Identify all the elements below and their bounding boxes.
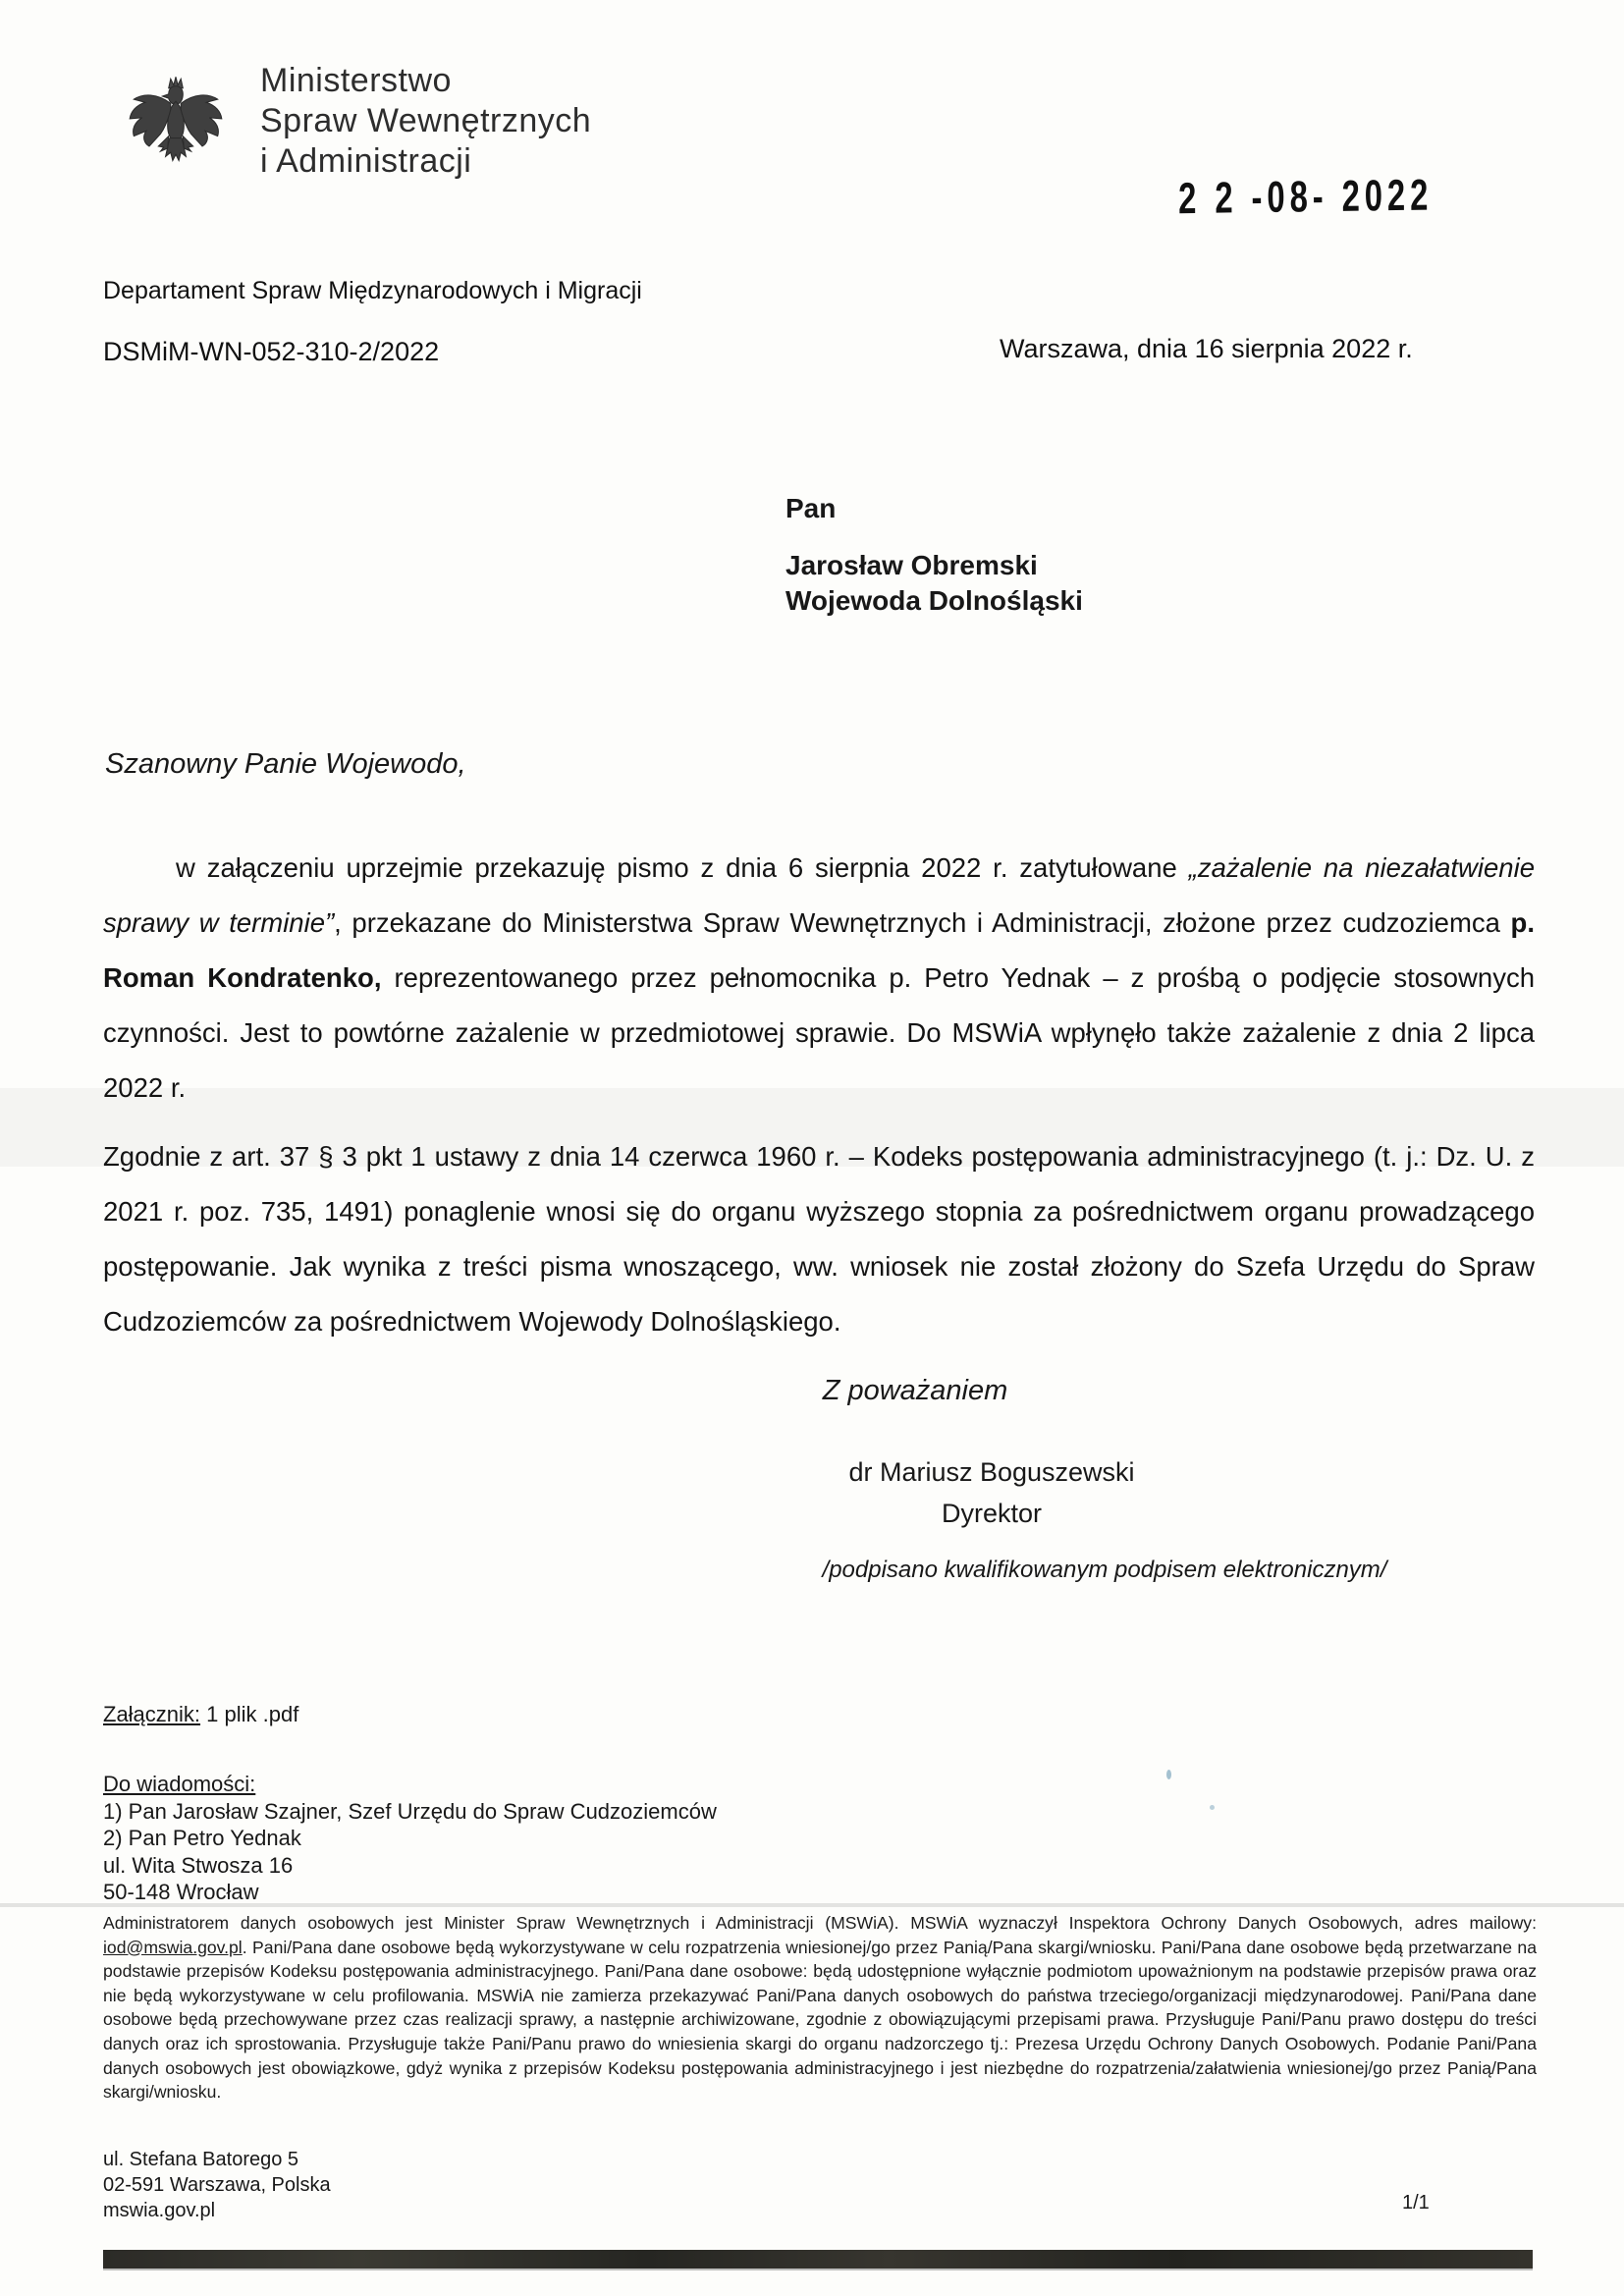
footer-address-line: mswia.gov.pl xyxy=(103,2200,216,2221)
scan-speck xyxy=(1210,1805,1215,1810)
paragraph-1-start: w załączeniu uprzejmie przekazuję pismo z dnia 6 sierpnia 2022 r. zatytułowane xyxy=(176,852,1189,883)
letter-body xyxy=(103,841,1535,1349)
addressee-name: Jarosław Obremski xyxy=(785,550,1038,580)
date-received-stamp: 2 2 -08- 2022 xyxy=(1178,171,1434,224)
addressee-title: Wojewoda Dolnośląski xyxy=(785,585,1083,616)
footer-address-line: 02-591 Warszawa, Polska xyxy=(103,2174,331,2196)
privacy-text-after-email: . Pani/Pana dane osobowe będą wykorzystywane w celu rozpatrzenia wniesionej/go przez Panią/Pana skargi/wniosku. Pani/Pana dane osobowe będą przetwarzane na podstawie przepisów Kodeksu postępowania administracyjnego. Pani/Pana dane osobowe: będą udostępnione wyłącznie podmiotom upoważnionym na podstawie przepisów prawa oraz nie będą wykorzystywane w celu profilowania. MSWiA nie zamierza przekazywać Pani/Pana danych osobowych do państwa trzeciego/organizacji międzynarodowej. Pani/Pana dane osobowe będą przechowywane przez czas realizacji sprawy, a następnie archiwizowane, zgodnie z obowiązującymi przepisami prawa. Przysługuje Pani/Panu prawo dostępu do treści danych oraz ich sprostowania. Przysługuje także Pani/Panu prawo do wniesienia skargi do organu nadzorczego tj.: Prezesa Urzędu Ochrony Danych Osobowych. Podanie Pani/Pana danych osobowych jest obowiązkowe, gdyż wynika z przepisów Kodeksu postępowania administracyjnego i jest niezbędne do rozpatrzenia/załatwienia wniesionej/go przez Panią/Pana skargi/wniosku. xyxy=(103,1937,1537,2103)
cc-line: 1) Pan Jarosław Szajner, Szef Urzędu do Spraw Cudzoziemców xyxy=(103,1798,717,1824)
scan-bottom-bar xyxy=(103,2250,1533,2269)
closing-phrase: Z poważaniem xyxy=(822,1375,1008,1406)
foreigner-name: p. Roman Kondratenko, xyxy=(103,907,1535,993)
signer-name: dr Mariusz Boguszewski xyxy=(848,1457,1135,1487)
quoted-complaint-title: „zażalenie na niezałatwienie sprawy w terminie” xyxy=(103,852,1536,938)
attachment-label: Załącznik: xyxy=(103,1702,201,1726)
cc-line: 50-148 Wrocław xyxy=(103,1880,259,1904)
electronic-signature-note: /podpisano kwalifikowanym podpisem elektronicznym/ xyxy=(822,1557,1387,1583)
footer-address-line: ul. Stefana Batorego 5 xyxy=(103,2149,299,2170)
paragraph-1 xyxy=(103,841,1535,1116)
footer-address xyxy=(103,2147,331,2223)
department-name: Departament Spraw Międzynarodowych i Migracji xyxy=(103,277,642,304)
privacy-text-before-email: Administratorem danych osobowych jest Minister Spraw Wewnętrznych i Administracji (MSWiA). MSWiA wyznaczył Inspektora Ochrony Danych Osobowych, adres mailowy: xyxy=(103,1913,1537,1933)
ministry-name xyxy=(260,61,591,182)
cc-block xyxy=(103,1771,717,1906)
ministry-name-line: Spraw Wewnętrznych xyxy=(260,102,592,139)
paragraph-1-mid: , przekazane do Ministerstwa Spraw Wewnętrznych i Administracji, złożone przez cudzoziemca xyxy=(334,907,1511,938)
cc-label: Do wiadomości: xyxy=(103,1772,256,1796)
signer-block xyxy=(746,1451,1237,1534)
ministry-name-line: Ministerstwo xyxy=(260,62,452,99)
greeting-line: Szanowny Panie Wojewodo, xyxy=(105,748,466,780)
privacy-contact-email: iod@mswia.gov.pl xyxy=(103,1937,243,1957)
attachment-line xyxy=(103,1702,298,1727)
cc-line: 2) Pan Petro Yednak xyxy=(103,1826,301,1850)
scan-speck xyxy=(1166,1770,1171,1779)
place-and-date: Warszawa, dnia 16 sierpnia 2022 r. xyxy=(1000,334,1413,363)
paragraph-1-rest: reprezentowanego przez pełnomocnika p. Petro Yednak – z prośbą o podjęcie stosownych czynności. Jest to powtórne zażalenie w przedmiotowej sprawie. Do MSWiA wpłynęło także zażalenie z dnia 2 lipca 2022 r. xyxy=(103,962,1535,1103)
cc-line: ul. Wita Stwosza 16 xyxy=(103,1852,294,1878)
paragraph-2: Zgodnie z art. 37 § 3 pkt 1 ustawy z dnia 14 czerwca 1960 r. – Kodeks postępowania administracyjnego (t. j.: Dz. U. z 2021 r. poz. 735, 1491) ponaglenie wnosi się do organu wyższego stopnia za pośrednictwem organu prowadzącego postępowanie. Jak wynika z treści pisma wnoszącego, ww. wniosek nie został złożony do Szefa Urzędu do Spraw Cudzoziemców za pośrednictwem Wojewody Dolnośląskiego. xyxy=(103,1141,1535,1337)
attachment-value: 1 plik .pdf xyxy=(200,1702,299,1726)
privacy-notice xyxy=(103,1911,1537,2105)
ministry-name-line: i Administracji xyxy=(260,142,472,180)
addressee-salutation: Pan xyxy=(785,493,837,523)
spacer xyxy=(785,526,1083,548)
signer-role: Dyrektor xyxy=(941,1499,1042,1528)
reference-number: DSMiM-WN-052-310-2/2022 xyxy=(103,337,440,366)
polish-eagle-emblem-icon xyxy=(98,71,253,173)
addressee-block xyxy=(785,491,1083,619)
page-number: 1/1 xyxy=(1402,2192,1430,2214)
